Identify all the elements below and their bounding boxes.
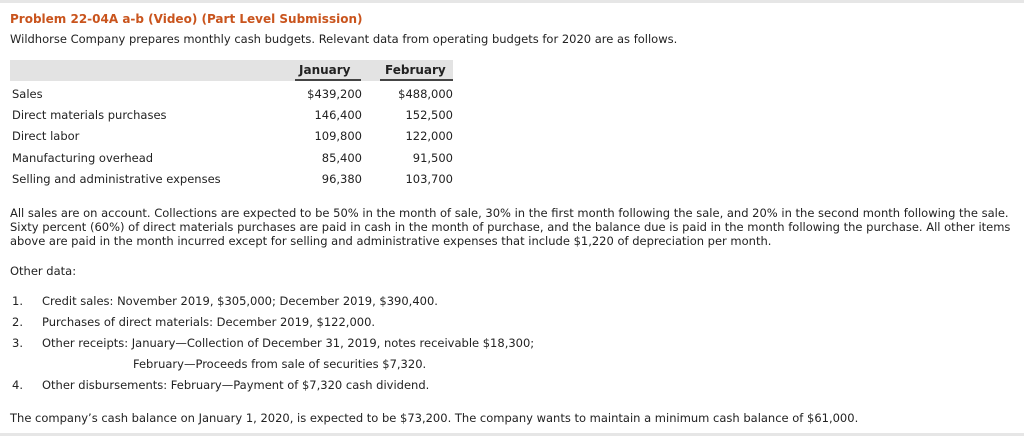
- row-label: Selling and administrative expenses: [12, 172, 221, 186]
- row-label: Sales: [12, 87, 43, 101]
- column-header-january: January: [299, 63, 351, 77]
- cell-january: 96,380: [321, 172, 362, 186]
- cell-february: $488,000: [398, 87, 453, 101]
- row-label: Direct materials purchases: [12, 108, 167, 122]
- table-row: [0, 129, 460, 147]
- table-row: [0, 87, 460, 105]
- top-divider: [0, 0, 1024, 3]
- row-label: Direct labor: [12, 129, 80, 143]
- other-data-heading: Other data:: [10, 264, 77, 278]
- list-item: Other receipts: January—Collection of December 31, 2019, notes receivable $18,300;: [42, 336, 535, 350]
- cell-january: 85,400: [321, 151, 362, 165]
- cell-february: 103,700: [405, 172, 453, 186]
- list-item-number: 1.: [12, 294, 23, 308]
- list-item-number: 3.: [12, 336, 23, 350]
- cell-february: 91,500: [412, 151, 453, 165]
- list-item-continuation: February—Proceeds from sale of securities $7,320.: [133, 357, 427, 371]
- cell-january: 109,800: [314, 129, 362, 143]
- table-row: [0, 151, 460, 169]
- cell-january: $439,200: [307, 87, 362, 101]
- list-item-number: 2.: [12, 315, 23, 329]
- column-header-february: February: [385, 63, 446, 77]
- cell-february: 122,000: [405, 129, 453, 143]
- list-item: Purchases of direct materials: December 2019, $122,000.: [42, 315, 376, 329]
- problem-intro: Wildhorse Company prepares monthly cash budgets. Relevant data from operating budgets for 2020 are as follows.: [10, 32, 678, 46]
- list-item: Credit sales: November 2019, $305,000; December 2019, $390,400.: [42, 294, 438, 308]
- cell-february: 152,500: [405, 108, 453, 122]
- row-label: Manufacturing overhead: [12, 151, 154, 165]
- collections-paragraph: All sales are on account. Collections are expected to be 50% in the month of sale, 30% in the first month following the sale, and 20% in the second month following the sale. Sixty percent (60%) of direct materials purchases are paid in cash in the month of purchase, and the balance due is paid in the month following the purchase. All other items above are paid in the month incurred except for selling and administrative expenses that include $1,220 of depreciation per month.: [10, 206, 1011, 248]
- table-row: [0, 108, 460, 126]
- column-underline-february: [380, 79, 453, 81]
- cell-january: 146,400: [314, 108, 362, 122]
- closing-statement: The company’s cash balance on January 1, 2020, is expected to be $73,200. The company wants to maintain a minimum cash balance of $61,000.: [10, 411, 859, 425]
- column-underline-january: [295, 79, 361, 81]
- list-item: Other disbursements: February—Payment of $7,320 cash dividend.: [42, 378, 430, 392]
- table-row: [0, 172, 460, 190]
- list-item-number: 4.: [12, 378, 23, 392]
- problem-title: Problem 22-04A a-b (Video) (Part Level Submission): [10, 12, 363, 26]
